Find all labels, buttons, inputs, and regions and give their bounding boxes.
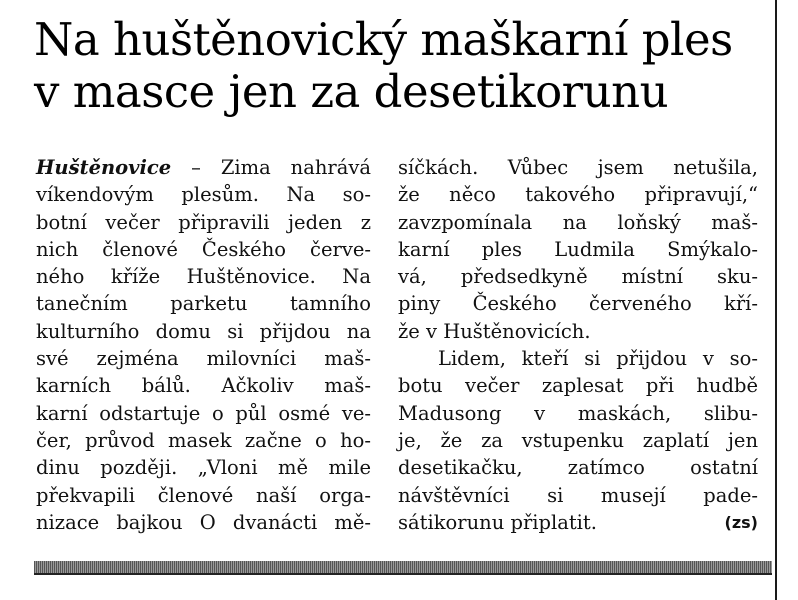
text-line: karních bálů. Ačkoliv maš-: [36, 374, 371, 398]
headline-line-2: v masce jen za desetikorunu: [34, 65, 669, 118]
text-line: botní večer připravili jeden z: [36, 210, 371, 234]
headline-line-1: Na huštěnovický maškarní ples: [34, 13, 733, 66]
text-line: Lidem, kteří si přijdou v so-: [438, 347, 758, 371]
text-line: zavzpomínala na loňský maš-: [398, 210, 758, 234]
text-line: botu večer zaplesat při hudbě: [398, 374, 758, 398]
text-line: je, že za vstupenku zaplatí jen: [398, 428, 758, 452]
text-line: [398, 509, 758, 536]
text-line: dinu později. „Vloni mě mile: [36, 456, 371, 480]
text-line: tanečním parketu tamního: [36, 292, 371, 316]
text-line: síčkách. Vůbec jsem netušila,: [398, 156, 758, 179]
text-line: překvapili členové naší orga-: [36, 483, 371, 507]
bottom-border-edge: [34, 573, 772, 575]
article-column-left: [36, 154, 371, 536]
text-line: své zejména milovníci maš-: [36, 347, 371, 371]
author-signature: (zs): [724, 512, 758, 532]
text-line: Madusong v maskách, slibu-: [398, 401, 758, 425]
text-line: kulturního domu si přijdou na: [36, 319, 371, 343]
text-fragment: sátikorunu připlatit.: [398, 510, 597, 534]
text-line: karní ples Ludmila Smýkalo-: [398, 237, 758, 261]
text-line: nizace bajkou O dvanácti mě-: [36, 510, 371, 534]
text-line: čer, průvod masek začne o ho-: [36, 428, 371, 452]
text-line: piny Českého červeného kří-: [398, 292, 758, 316]
text-line: nich členové Českého červe-: [36, 237, 371, 261]
bottom-border-band: [34, 561, 772, 573]
article-headline: [34, 14, 770, 118]
text-line: víkendovým plesům. Na so-: [36, 183, 371, 207]
text-line: [36, 154, 371, 181]
text-line: karní odstartuje o půl osmé ve-: [36, 401, 371, 425]
text-line: návštěvníci si musejí pade-: [398, 483, 758, 507]
article-column-right: [398, 154, 758, 536]
text-line: ného kříže Huštěnovice. Na: [36, 265, 371, 289]
text-line: že v Huštěnovicích.: [398, 319, 591, 343]
text-line: vá, předsedkyně místní sku-: [398, 265, 758, 289]
column-rule-right: [775, 0, 777, 600]
text-line: desetikačku, zatímco ostatní: [398, 456, 758, 480]
dateline-place: Huštěnovice: [36, 156, 172, 179]
text-fragment: – Zima nahrává: [171, 156, 371, 179]
text-line: že něco takového připravují,“: [398, 183, 758, 207]
